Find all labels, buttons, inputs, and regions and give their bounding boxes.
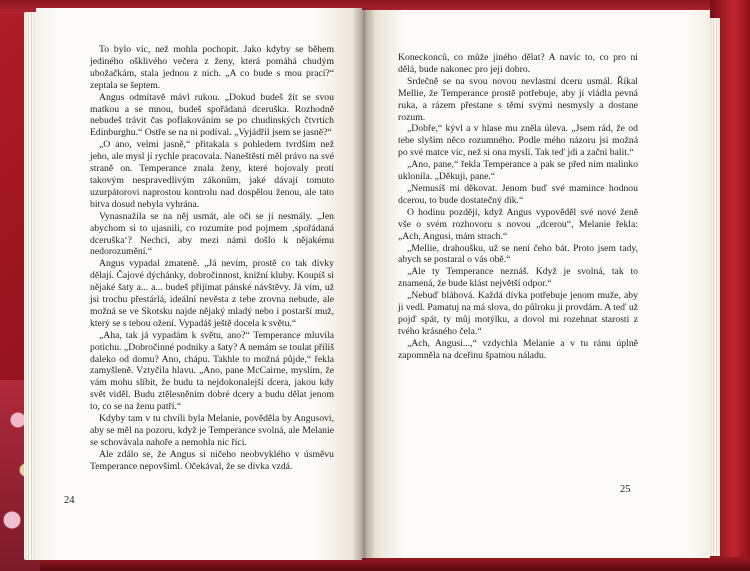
paragraph: Angus odmítavě mávl rukou. „Dokud budeš žít se svou matkou a se mnou, budeš spořádaná dceruška. Rozhodně nebudeš trávit čas poflakováním se po chudinských čtvrtích Edinburghu.“ Ostře se na ni podíval. „Vyjádřil jsem se jasně?“ bbox=[90, 91, 334, 139]
paragraph: Vynasnažila se na něj usmát, ale oči se jí nesmály. „Jen abychom si to ujasnili, co rozumíte pod pojmem ‚spořádaná dceruška‘? Nechci, aby mezi námi došlo k nějakému nedorozumění.“ bbox=[90, 210, 334, 258]
paragraph: O hodinu později, když Angus vypověděl své nové ženě vše o svém rozhovoru s novou „dcerou“, Melanie řekla: „Ach, Angusi, mám strach.“ bbox=[398, 206, 638, 242]
paragraph: „Mellie, drahoušku, už se není čeho bát. Proto jsem tady, abych se postaral o vás obě.“ bbox=[398, 242, 638, 266]
paragraph: Koneckonců, co může jiného dělat? A navíc to, co pro ni dělá, bude nakonec pro její dobro. bbox=[398, 52, 638, 75]
right-page-text bbox=[398, 52, 638, 362]
right-page bbox=[362, 10, 710, 558]
paragraph: Srdečně se na svou novou nevlastní dceru usmál. Říkal Mellie, že Temperance prostě potřebuje, aby jí vládla pevná ruka, a rázem přestane s těmi svými nesmysly a dostane rozum. bbox=[398, 75, 638, 123]
paragraph: „Dobře,“ kývl a v hlase mu zněla úleva. „Jsem rád, že od tebe slyším něco rozumného. Podle mého názoru jsi možná po své matce víc, než si ona myslí. Tak teď jdi a začni balit.“ bbox=[398, 123, 638, 159]
book-gutter-shadow bbox=[352, 8, 376, 560]
paragraph: „Aha, tak já vypadám k světu, ano?“ Temperance mluvila potichu. „Dobročinné podniky a šaty? A nemám se toulat příliš daleko od domu? Ano, chápu. Takhle to možná půjde,“ řekla zamyšleně. Vztyčila hlavu. „Ano, pane McCairne, myslím, že vám mohu slíbit, že budu ta nejdokonalejší dcera, jakou kdy svět viděl. Budu ztělesněním dobré dcery a budu dělat jenom to, co se na ženu patří.“ bbox=[90, 329, 334, 413]
left-page bbox=[36, 8, 362, 560]
paragraph: „Nemusíš mi děkovat. Jenom buď své mamince hodnou dcerou, to bude dostatečný dík.“ bbox=[398, 182, 638, 206]
paragraph: To bylo víc, než mohla pochopit. Jako kdyby se během jediného ošklivého večera z ženy, která pomáhá chudým ubožačkám, stala jednou z nich. „A co bude s mou prací?“ zeptala se šeptem. bbox=[90, 44, 334, 91]
left-page-text bbox=[90, 44, 334, 473]
page-number-left: 24 bbox=[64, 495, 75, 506]
paragraph: „Nebuď bláhová. Každá dívka potřebuje jenom muže, aby ji vedl. Pamatuj na má slova, do půlroku ji provdám. A teď už pojď spát, ty můj motýlku, a dovol mi rozehnat starosti z tvého krásného čela.“ bbox=[398, 290, 638, 337]
paragraph: Ale zdálo se, že Angus si ničeho neobvyklého v úsměvu Temperance nepovšiml. Očekával, že se dívka vzdá. bbox=[90, 448, 334, 472]
paragraph: Kdyby tam v tu chvíli byla Melanie, pověděla by Angusovi, aby se měl na pozoru, když je Temperance svolná, ale Melanie se schovávala nahoře a nemohla nic říci. bbox=[90, 413, 334, 448]
paragraph: „Ale ty Temperance neznáš. Když je svolná, tak to znamená, že bude klást největší odpor.“ bbox=[398, 266, 638, 290]
paragraph: „O ano, velmi jasně,“ přitakala s pohledem tvrdším než jeho, ale mysl jí rychle pracovala. Naneštěstí měl právo na své straně on. Temperance znala ženy, které bojovaly proti takovým nespravedlivým zákonům, jaké dávají tomuto uzurpátorovi naprostou kontrolu nad dospělou ženou, ale tato bitva dosud nebyla vyhrána. bbox=[90, 139, 334, 210]
paragraph: Angus vypadal zmateně. „Já nevím, prostě co tak dívky dělají. Čajové dýchánky, dobročinnost, knižní kluby. Koupíš si nějaké šaty a... a... budeš přijímat pánské návštěvy. Já vím, už jsi trochu přestárlá, ideální nevěsta z tebe zrovna nebude, ale možná se ve Skotsku najde nějaký mladý nebo i postarší muž, který se s tebou ožení. Vypadáš ještě docela k světu.“ bbox=[90, 258, 334, 329]
paragraph: „Ano, pane,“ řekla Temperance a pak se před ním malinko uklonila. „Děkuji, pane.“ bbox=[398, 159, 638, 183]
page-number-right: 25 bbox=[620, 484, 631, 495]
paragraph: „Ach, Angusi...,“ vzdychla Melanie a v tu ránu úplně zapomněla na dceřinu špatnou náladu. bbox=[398, 337, 638, 361]
